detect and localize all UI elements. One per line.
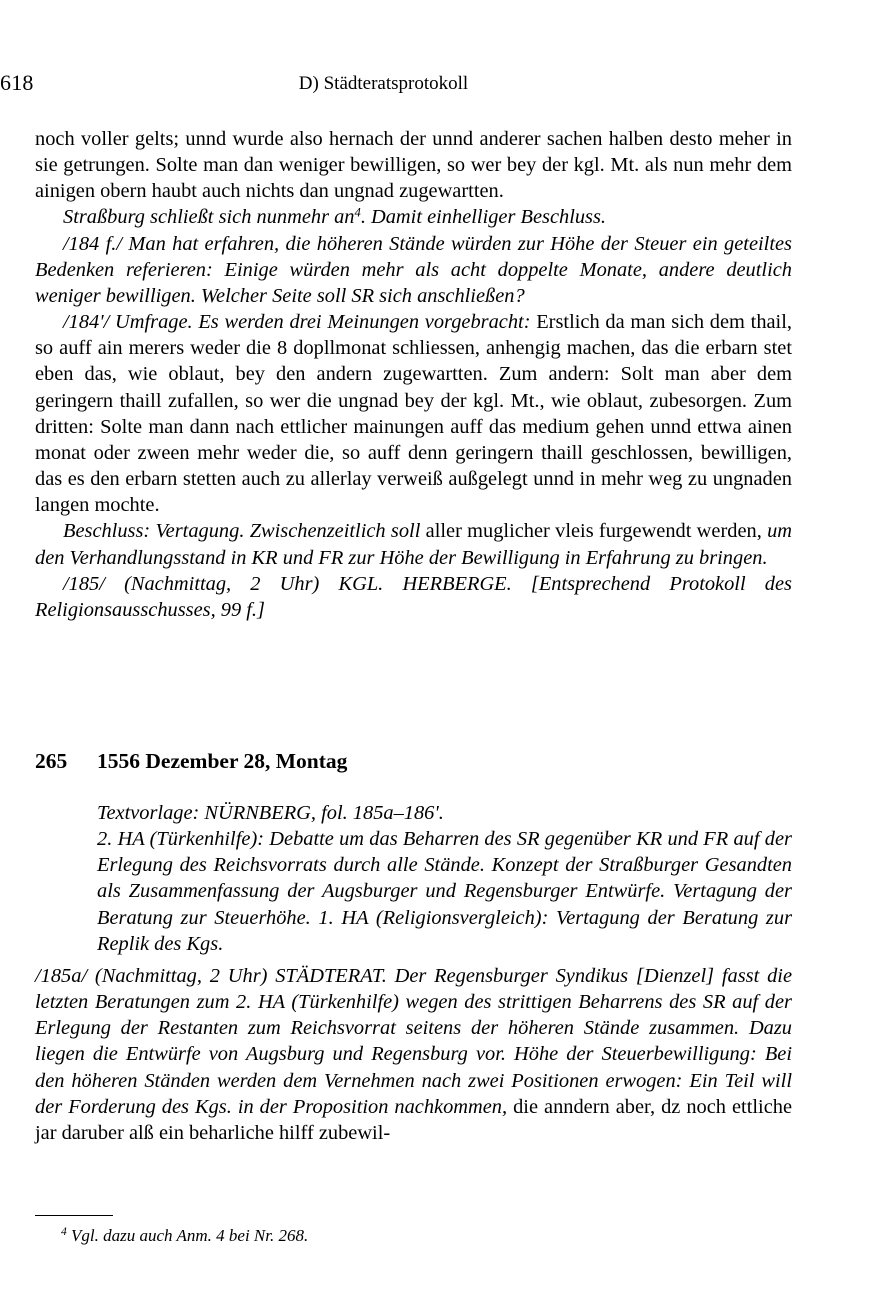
footnote-area [35, 1215, 792, 1246]
paragraph-strassburg [35, 204, 792, 230]
regest-summary: 2. HA (Türkenhilfe): Debatte um das Beharren des SR gegenüber KR und FR auf der Erlegung des Reichsvorrats durch alle Stände. Konzept der Straßburger Gesandten als Zusammenfassung der Augsburger und Regensburger Entwürfe. Vertagung der Beratung zur Steuerhöhe. 1. HA (Religionsvergleich): Vertagung der Beratung zur Replik des Kgs. [97, 828, 792, 955]
regest-textvorlage: Textvorlage: NÜRNBERG, fol. 185a–186'. [97, 802, 444, 824]
italic-run: um den Verhandlungsstand in KR und FR zur Höhe der Bewilligung in Erfahrung zu bringen. [35, 520, 792, 569]
regest-block [97, 800, 792, 957]
italic-run: . Damit einhelliger Beschluss. [360, 206, 607, 229]
section-heading [35, 748, 792, 774]
running-head [0, 0, 891, 120]
paragraph-beschluss [35, 518, 792, 570]
section-title: 1556 Dezember 28, Montag [97, 749, 348, 773]
running-title: D) Städteratsprotokoll [298, 73, 469, 94]
footnote-number: 4 [61, 1225, 67, 1239]
page-number: 618 [0, 70, 34, 95]
italic-run: /184'/ Umfrage. Es werden drei Meinungen vorgebracht: [63, 311, 531, 334]
paragraph-umfrage [35, 309, 792, 518]
roman-run: die anndern aber, dz noch ettliche jar daruber alß ein beharliche hilff zubewil- [35, 1095, 792, 1144]
paragraph-184f: /184 f./ Man hat erfahren, die höheren Stände würden zur Höhe der Steuer ein geteiltes Bedenken referieren: Einige würden mehr als acht doppelte Monate, andere deutlich weniger bewilligen. Welcher Seite soll SR sich anschließen? [35, 232, 792, 307]
section-number: 265 [35, 749, 68, 773]
footnote-rule [35, 1215, 113, 1216]
body-text [35, 126, 792, 623]
roman-run: Erstlich da man sich dem thail, so auff ain merers weder die 8 dopllmonat schliessen, anhengig machen, das die erbarn stet eben das, wie oblaut, bey den andern zugewartten. Zum andern: Solt man aber dem geringern thaill zufallen, so wer die ungnad bey der kgl. Mt., wie oblaut, zubesorgen. Zum dritten: Solte man dann nach ettlicher mainungen auff das medium gehen unnd ettwa ainen monat oder zween mehr weder die, so auff denn geringern thaill geschlossen, bewilligen, das es den erbarn stetten auch zu allerlay verweiß außgelegt unnd in mehr weg zu ungnaden langen mochte. [35, 311, 792, 517]
roman-run: aller muglicher vleis furgewendt werden, [420, 520, 768, 543]
paragraph-185: /185/ (Nachmittag, 2 Uhr) KGL. HERBERGE. [Entsprechend Protokoll des Religionsausschusses, 99 f.] [35, 572, 792, 621]
footnote-text: Vgl. dazu auch Anm. 4 bei Nr. 268. [66, 1226, 309, 1245]
italic-run: Beschluss: Vertagung. Zwischenzeitlich soll [63, 520, 421, 543]
italic-run: /185a/ (Nachmittag, 2 Uhr) STÄDTERAT. Der Regensburger Syndikus [Dienzel] fasst die letzten Beratungen zum 2. HA (Türkenhilfe) wegen des strittigen Beharrens des SR auf der Erlegung der Restanten zum Reichsvorrat seitens der höheren Stände zusammen. Dazu liegen die Entwürfe von Augsburg und Regensburg vor. Höhe der Steuerbewilligung: Bei den höheren Ständen werden dem Vernehmen nach zwei Positionen erwogen: Ein Teil will der Forderung des Kgs. in der Proposition nachkommen, [35, 965, 792, 1118]
paragraph-continuation: noch voller gelts; unnd wurde also hernach der unnd anderer sachen halben desto meher in sie getrungen. Solte man dan weniger bewilligen, so wer bey der kgl. Mt. als nun mehr dem ainigen obern haubt auch nichts dan ungnad zugewartten. [35, 128, 792, 203]
italic-run: Straßburg schließt sich nunmehr an [63, 206, 355, 229]
paragraph-185a [35, 963, 792, 1146]
protocol-block [35, 963, 792, 1146]
footnote-marker: 4 [354, 205, 361, 220]
footnote-entry [35, 1225, 792, 1246]
